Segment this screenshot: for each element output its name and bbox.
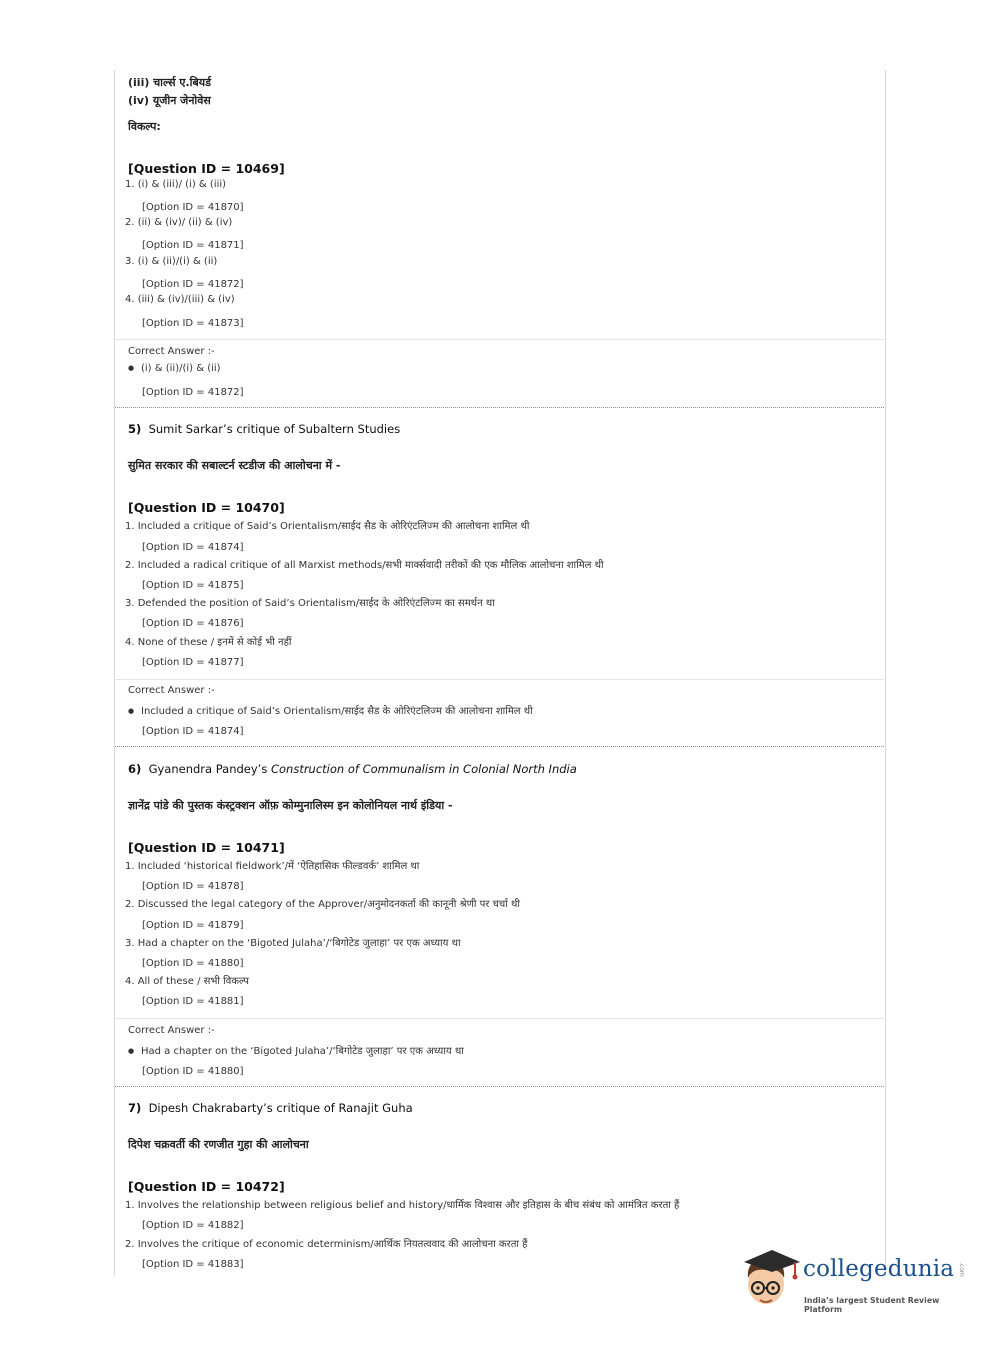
option-id-2: [Option ID = 41879] xyxy=(142,920,244,931)
option-id-1: [Option ID = 41878] xyxy=(142,881,244,892)
correct-answer: ● Included a critique of Said’s Orientalism/साईद सैड के ओरिएंटलिज्म की आलोचना शामिल थी xyxy=(128,703,533,717)
logo-tagline: India’s largest Student Review Platform xyxy=(804,1296,940,1314)
question-title xyxy=(128,1101,413,1115)
question-text: Dipesh Chakrabarty’s critique of Ranajit Guha xyxy=(148,1101,413,1115)
option-id-2: [Option ID = 41883] xyxy=(142,1259,244,1270)
question-title xyxy=(128,422,400,436)
correct-answer: ● Had a chapter on the ‘Bigoted Julaha’/‘बिगोटेड जुलाहा’ पर एक अध्याय था xyxy=(128,1043,464,1057)
correct-answer-label: Correct Answer :- xyxy=(128,1025,215,1036)
option-id-3: [Option ID = 41872] xyxy=(142,279,244,290)
question-text: Gyanendra Pandey’s xyxy=(148,762,271,776)
book-title: Construction of Communalism in Colonial North India xyxy=(270,762,577,776)
question-id: [Question ID = 10471] xyxy=(128,840,285,855)
question-id: [Question ID = 10470] xyxy=(128,500,285,515)
option-id-4: [Option ID = 41877] xyxy=(142,657,244,668)
question-title xyxy=(128,762,577,776)
question-separator xyxy=(115,407,884,408)
question-text: Sumit Sarkar’s critique of Subaltern Studies xyxy=(148,422,401,436)
option-id-3: [Option ID = 41880] xyxy=(142,958,244,969)
list-item-iv: (iv) यूजीन जेनोवेस xyxy=(128,94,211,107)
correct-answer-label: Correct Answer :- xyxy=(128,685,215,696)
question-id: [Question ID = 10472] xyxy=(128,1179,285,1194)
option-id-4: [Option ID = 41873] xyxy=(142,318,244,329)
option-id-4: [Option ID = 41881] xyxy=(142,996,244,1007)
option-id-2: [Option ID = 41871] xyxy=(142,240,244,251)
correct-option-id: [Option ID = 41880] xyxy=(142,1066,244,1077)
option-1: 1. (i) & (iii)/ (i) & (iii) xyxy=(125,179,227,190)
question-separator xyxy=(115,1086,884,1087)
correct-answer: ● (i) & (ii)/(i) & (ii) xyxy=(128,363,221,374)
option-2: 2. (ii) & (iv)/ (ii) & (iv) xyxy=(125,217,233,228)
question-text-hindi: दिपेश चक्रवर्ती की रणजीत गुहा की आलोचना xyxy=(128,1138,309,1151)
question-number: 5) xyxy=(128,422,142,436)
collegedunia-logo xyxy=(742,1248,972,1312)
logo-wordmark: collegedunia xyxy=(803,1256,955,1282)
option-4: 4. None of these / इनमें से कोई भी नहीं xyxy=(125,637,292,648)
option-3: 3. (i) & (ii)/(i) & (ii) xyxy=(125,256,218,267)
question-number: 7) xyxy=(128,1101,142,1115)
option-2: 2. Discussed the legal category of the Approver/अनुमोदनकर्ता की कानूनी श्रेणी पर चर्चा थी xyxy=(125,899,521,910)
options-heading: विकल्प: xyxy=(128,120,161,133)
question-number: 6) xyxy=(128,762,142,776)
question-id: [Question ID = 10469] xyxy=(128,161,285,176)
option-4: 4. (iii) & (iv)/(iii) & (iv) xyxy=(125,294,235,305)
question-text-hindi: ज्ञानेंद्र पांडे की पुस्तक कंस्ट्रक्शन ऑफ़ कोम्मुनालिस्म इन कोलोनियल नार्थ इंडिया - xyxy=(128,799,453,812)
option-4: 4. All of these / सभी विकल्प xyxy=(125,976,249,987)
option-id-3: [Option ID = 41876] xyxy=(142,618,244,629)
option-3: 3. Defended the position of Said’s Orientalism/साईद के ओरिएंटलिज्म का समर्थन था xyxy=(125,598,495,609)
option-1: 1. Included ‘historical fieldwork’/में ‘ऐतिहासिक फील्डवर्क’ शामिल था xyxy=(125,861,420,872)
correct-option-id: [Option ID = 41874] xyxy=(142,726,244,737)
option-3: 3. Had a chapter on the ‘Bigoted Julaha’/‘बिगोटेड जुलाहा’ पर एक अध्याय था xyxy=(125,938,461,949)
option-2: 2. Included a radical critique of all Marxist methods/सभी मार्क्सवादी तरीकों की एक मौलिक आलोचना शामिल थी xyxy=(125,560,604,571)
option-id-2: [Option ID = 41875] xyxy=(142,580,244,591)
option-1: 1. Included a critique of Said’s Orientalism/साईद सैड के ओरिएंटलिज्म की आलोचना शामिल थी xyxy=(125,521,530,532)
question-separator xyxy=(115,746,884,747)
correct-option-id: [Option ID = 41872] xyxy=(142,387,244,398)
divider xyxy=(115,339,884,340)
correct-answer-label: Correct Answer :- xyxy=(128,346,215,357)
question-text-hindi: सुमित सरकार की सबाल्टर्न स्टडीज की आलोचना में - xyxy=(128,459,341,472)
option-id-1: [Option ID = 41870] xyxy=(142,202,244,213)
logo-dotcom: .com xyxy=(958,1262,965,1277)
option-id-1: [Option ID = 41874] xyxy=(142,542,244,553)
divider xyxy=(115,679,884,680)
option-2: 2. Involves the critique of economic determinism/आर्थिक नियतत्ववाद की आलोचना करता हैं xyxy=(125,1239,528,1250)
mascot-icon xyxy=(742,1248,802,1312)
option-1: 1. Involves the relationship between religious belief and history/धार्मिक विश्वास और इतिहास के बीच संबंध को आमंत्रित करता हैं xyxy=(125,1200,680,1211)
divider xyxy=(115,1018,884,1019)
list-item-iii: (iii) चार्ल्स ए.बियर्ड xyxy=(128,76,212,89)
option-id-1: [Option ID = 41882] xyxy=(142,1220,244,1231)
